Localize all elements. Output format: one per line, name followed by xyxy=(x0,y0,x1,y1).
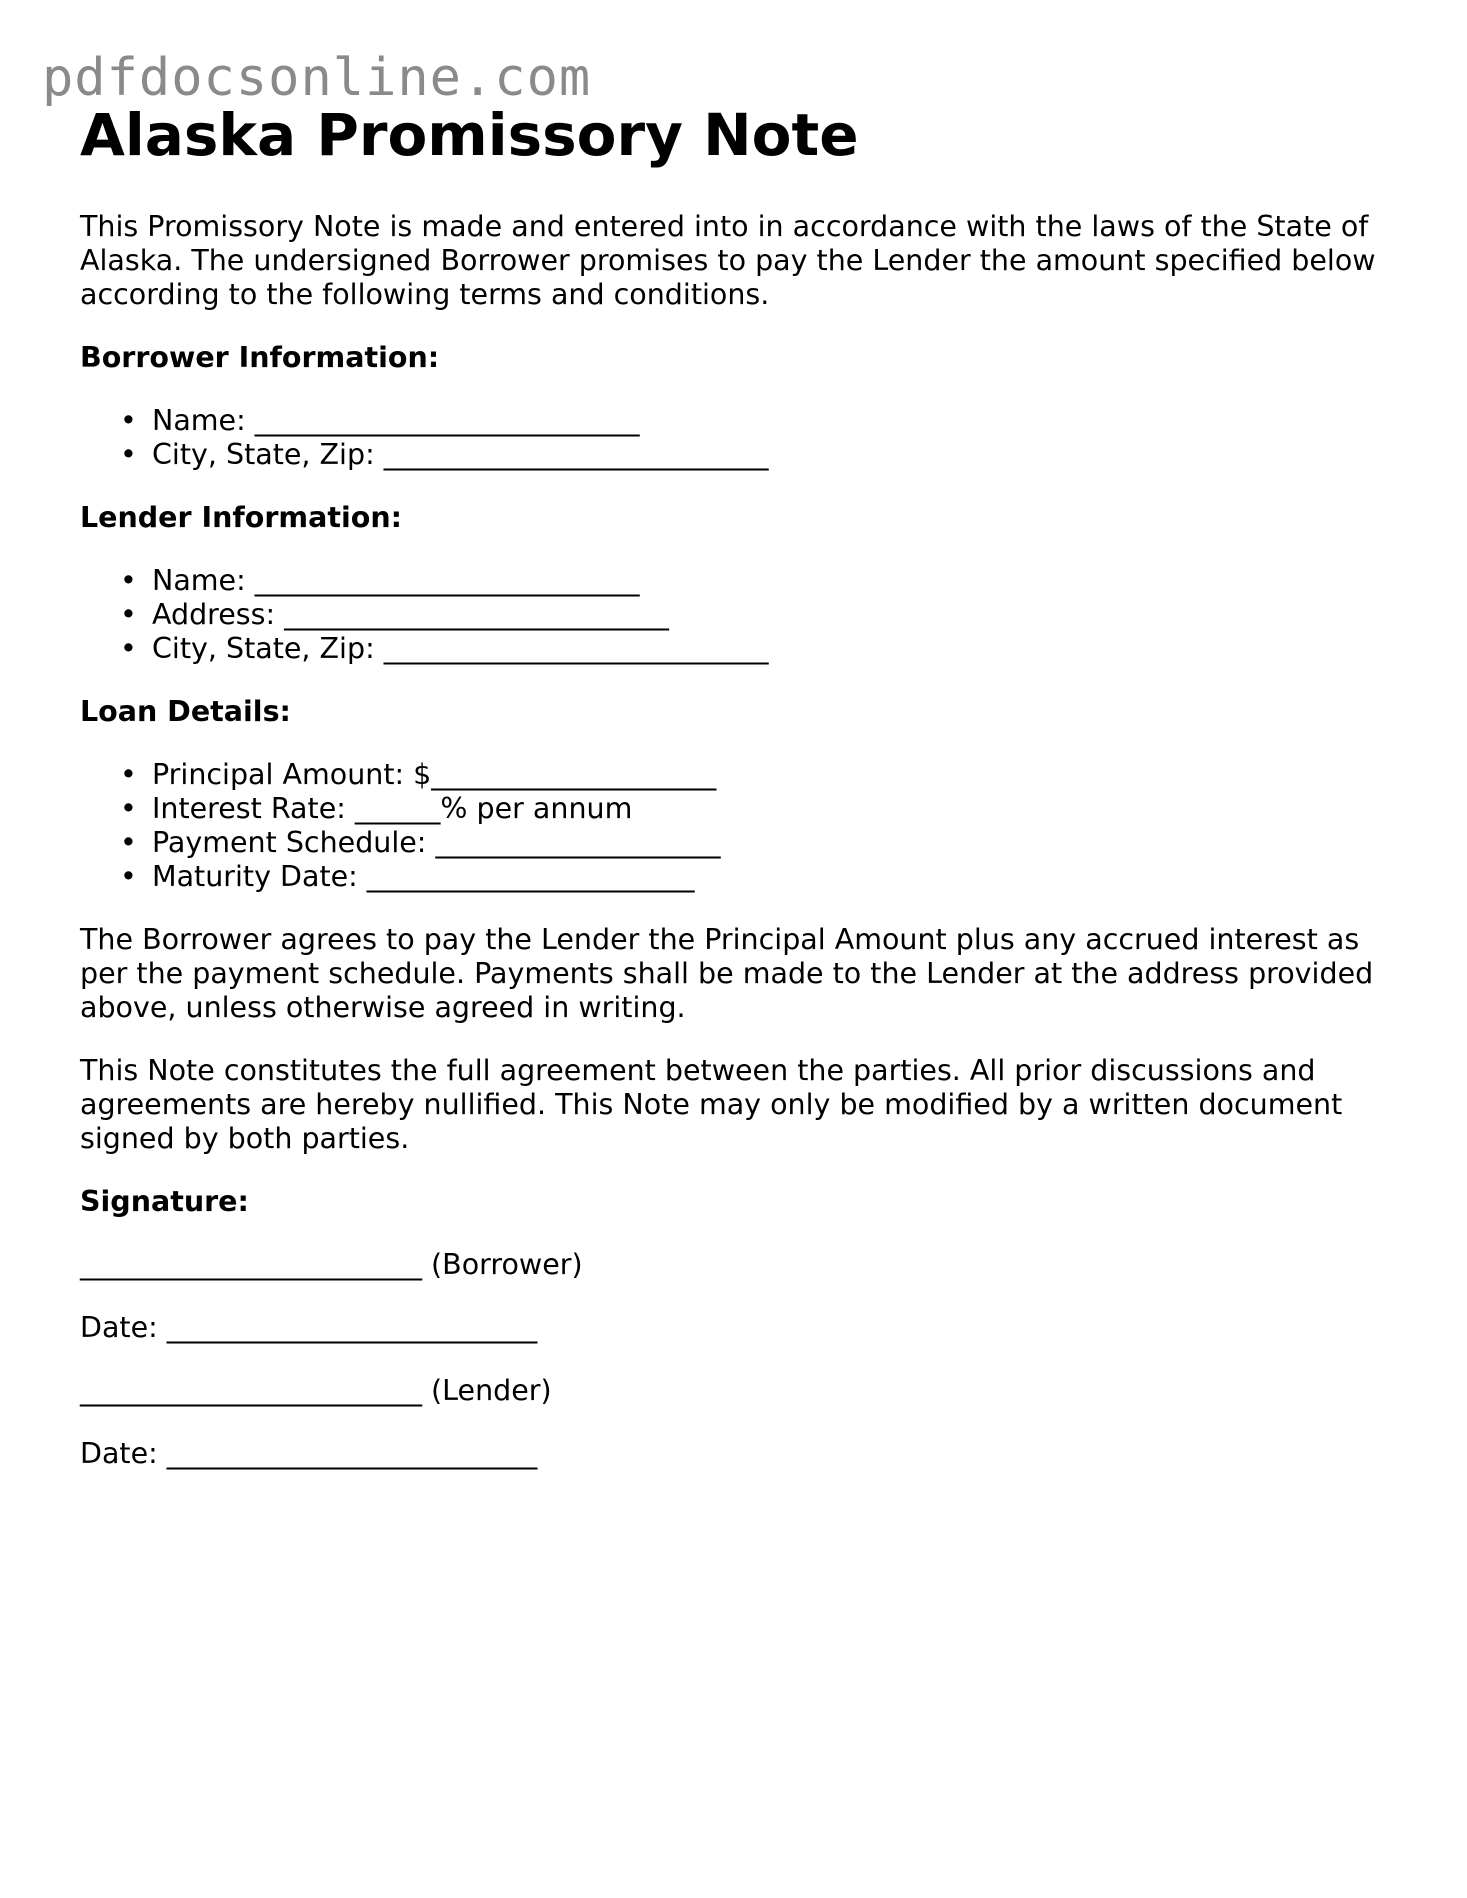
borrower-list xyxy=(80,404,1410,472)
bullet-icon: • xyxy=(120,404,137,437)
bullet-icon: • xyxy=(120,826,137,859)
maturity-date-field: Maturity Date: _______________________ xyxy=(152,860,695,893)
signature-heading: Signature: xyxy=(80,1185,249,1218)
lender-address-field: Address: ___________________________ xyxy=(152,598,669,631)
bullet-icon: • xyxy=(120,758,137,791)
list-item xyxy=(120,438,1410,472)
lender-name-field: Name: ___________________________ xyxy=(152,564,640,597)
document-title: Alaska Promissory Note xyxy=(80,101,859,169)
entire-agreement-paragraph: This Note constitutes the full agreement between the parties. All prior discussions and agreements are hereby nullified. This Note may only be modified by a written document signed by both parties. xyxy=(80,1054,1343,1155)
list-item xyxy=(120,564,1410,598)
bullet-icon: • xyxy=(120,632,137,665)
loan-heading: Loan Details: xyxy=(80,695,291,728)
intro-paragraph: This Promissory Note is made and entered into in accordance with the laws of the State of Alaska. The undersigned Borrower promises to pay the Lender the amount specified below according to the following terms and conditions. xyxy=(80,210,1376,311)
borrower-city-field: City, State, Zip: ___________________________ xyxy=(152,438,769,471)
borrower-signature-line: ________________________ (Borrower) xyxy=(80,1248,583,1281)
list-item xyxy=(120,758,1410,792)
bullet-icon: • xyxy=(120,438,137,471)
lender-list xyxy=(80,564,1410,666)
bullet-icon: • xyxy=(120,792,137,825)
borrower-date-line: Date: __________________________ xyxy=(80,1311,538,1344)
bullet-icon: • xyxy=(120,564,137,597)
borrower-heading: Borrower Information: xyxy=(80,341,440,374)
list-item xyxy=(120,860,1410,894)
bullet-icon: • xyxy=(120,860,137,893)
watermark: pdfdocsonline.com xyxy=(42,48,592,108)
lender-heading: Lender Information: xyxy=(80,501,403,534)
list-item xyxy=(120,598,1410,632)
lender-city-field: City, State, Zip: ___________________________ xyxy=(152,632,769,665)
list-item xyxy=(120,404,1410,438)
lender-date-line: Date: __________________________ xyxy=(80,1437,538,1470)
interest-rate-field: Interest Rate: ______% per annum xyxy=(152,792,633,825)
payment-terms-paragraph: The Borrower agrees to pay the Lender the Principal Amount plus any accrued interest as per the payment schedule. Payments shall be made to the Lender at the address provided above, unless otherwise agreed in writing. xyxy=(80,923,1374,1024)
loan-list xyxy=(80,758,1410,894)
borrower-name-field: Name: ___________________________ xyxy=(152,404,640,437)
principal-amount-field: Principal Amount: $____________________ xyxy=(152,758,717,791)
lender-signature-line: ________________________ (Lender) xyxy=(80,1374,552,1407)
payment-schedule-field: Payment Schedule: ____________________ xyxy=(152,826,721,859)
list-item xyxy=(120,792,1410,826)
bullet-icon: • xyxy=(120,598,137,631)
document-body xyxy=(80,210,1410,1500)
list-item xyxy=(120,632,1410,666)
list-item xyxy=(120,826,1410,860)
